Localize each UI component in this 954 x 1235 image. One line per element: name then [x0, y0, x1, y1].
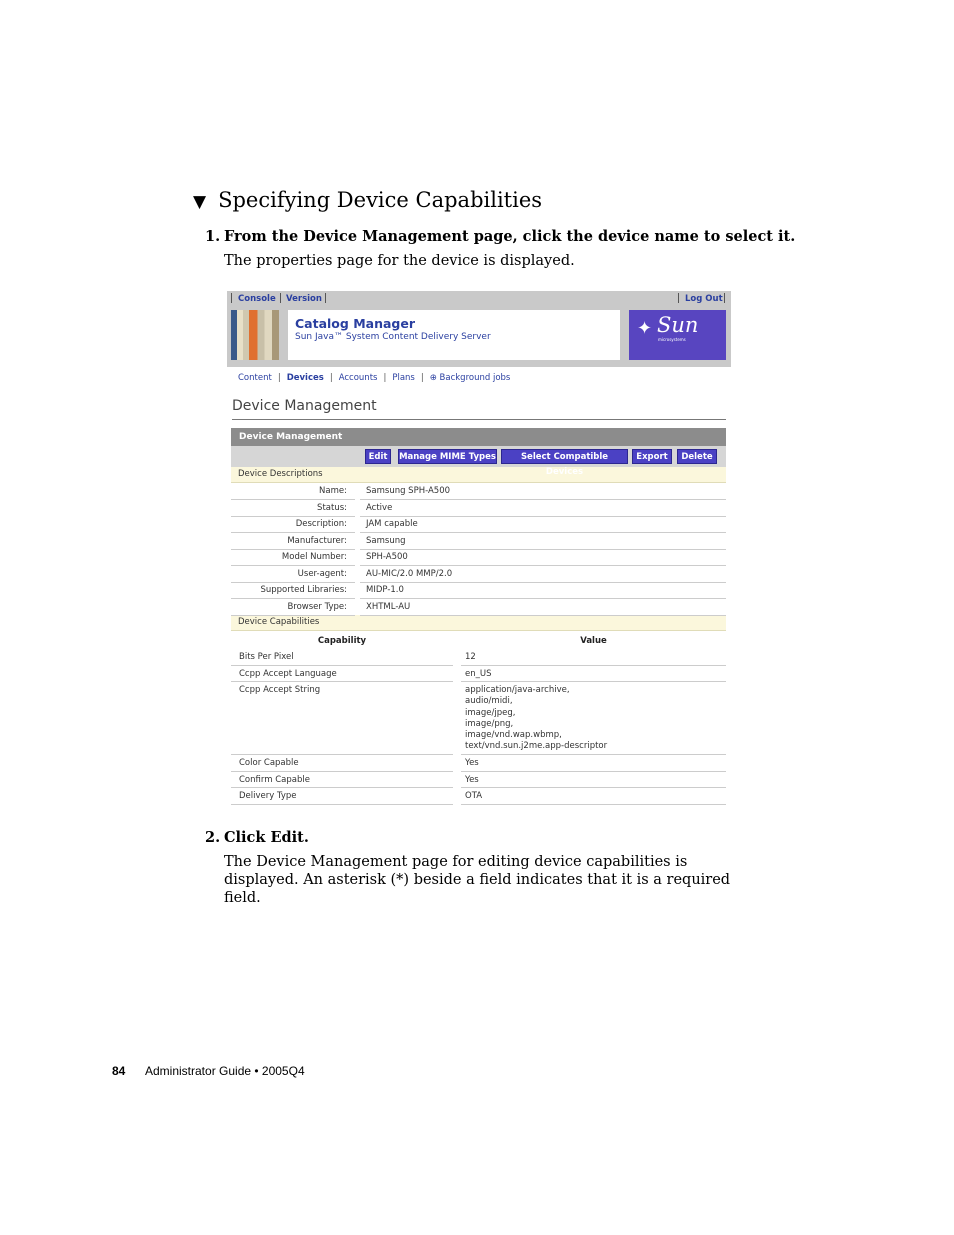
description-label: Description:: [295, 519, 347, 529]
tab-content[interactable]: Content: [238, 373, 272, 383]
triangle-down-icon: ▼: [193, 192, 207, 212]
divider: [232, 419, 726, 420]
description-value: JAM capable: [366, 519, 418, 529]
step-2: [205, 829, 309, 846]
table-cell: [461, 666, 726, 683]
section-title: Specifying Device Capabilities: [218, 188, 543, 212]
separator: |: [420, 373, 424, 383]
manage-mime-types-button[interactable]: Manage MIME Types: [398, 449, 497, 464]
console-link[interactable]: Console: [238, 294, 276, 304]
capabilities-column-headers: [231, 631, 726, 649]
step-text: From the Device Management page, click the device name to select it.: [224, 228, 796, 245]
masthead: [227, 291, 731, 367]
description-row: [231, 566, 726, 583]
description-value: AU-MIC/2.0 MMP/2.0: [366, 568, 453, 579]
select-compatible-devices-button[interactable]: Select Compatible Devices: [501, 449, 628, 464]
screenshot-figure: [227, 291, 731, 811]
separator: |: [329, 373, 333, 383]
separator: |: [277, 373, 281, 383]
description-value: Samsung: [366, 535, 406, 546]
capability-row: [231, 788, 726, 805]
page-title: Device Management: [232, 398, 377, 414]
description-row: [231, 516, 726, 533]
capability-row: [231, 772, 726, 789]
section-heading: [193, 188, 542, 212]
tab-accounts[interactable]: Accounts: [338, 373, 378, 383]
value-line: image/vnd.wap.wbmp,: [465, 730, 562, 741]
device-panel: [231, 428, 726, 805]
step-1-result: The properties page for the device is displayed.: [224, 253, 575, 269]
table-cell: [360, 582, 726, 599]
table-cell: [360, 599, 726, 616]
table-cell: [360, 549, 726, 566]
sun-logo: [629, 310, 726, 360]
capabilities-header: Device Capabilities: [231, 615, 726, 631]
capability-value: Yes: [465, 774, 479, 785]
capability-row: [231, 649, 726, 666]
description-label: Model Number:: [281, 552, 347, 562]
value-line: text/vnd.sun.j2me.app-descriptor: [465, 741, 608, 752]
capability-value: OTA: [465, 791, 483, 801]
table-cell: [461, 649, 726, 666]
tab-background-jobs[interactable]: Background jobs: [439, 373, 511, 383]
value-line: audio/midi,: [465, 696, 513, 707]
description-row: [231, 483, 726, 500]
logout-link[interactable]: Log Out: [685, 294, 723, 304]
separator: |: [383, 373, 387, 383]
descriptions-list: [231, 483, 726, 615]
capability-row: [231, 755, 726, 772]
capability-value: en_US: [465, 668, 492, 679]
value-line: application/java-archive,: [465, 685, 570, 695]
edit-button[interactable]: Edit: [365, 449, 391, 464]
separator: [678, 293, 679, 303]
table-cell: [461, 788, 726, 805]
capability-row: [231, 666, 726, 683]
separator: [325, 293, 326, 303]
capability-name: Delivery Type: [239, 791, 297, 801]
version-link[interactable]: Version: [286, 294, 322, 304]
description-value: XHTML-AU: [366, 601, 411, 612]
separator: [724, 293, 725, 303]
description-label: Manufacturer:: [287, 535, 347, 546]
step-number: 1.: [205, 228, 221, 245]
table-cell: [461, 772, 726, 789]
value-line: image/jpeg,: [465, 707, 516, 718]
description-label: User-agent:: [297, 568, 347, 579]
description-value: SPH-A500: [366, 552, 408, 562]
capability-value: [465, 685, 607, 753]
footer-text: Administrator Guide • 2005Q4: [145, 1064, 305, 1078]
table-cell: [461, 755, 726, 772]
step-number: 2.: [205, 829, 221, 846]
description-value: MIDP-1.0: [366, 585, 404, 595]
step-text: Click Edit.: [224, 829, 309, 846]
globe-icon: ⊕: [429, 373, 440, 383]
table-cell: [360, 533, 726, 550]
description-label: Browser Type:: [287, 601, 347, 612]
description-row: [231, 533, 726, 550]
description-value: Samsung SPH-A500: [366, 486, 451, 496]
sun-logo-micro: microsystems: [658, 337, 686, 342]
panel-title: Device Management: [231, 428, 726, 446]
capability-value: Yes: [465, 758, 479, 768]
descriptions-header: Device Descriptions: [231, 467, 726, 483]
value-column-header: Value: [580, 636, 607, 646]
tab-plans[interactable]: Plans: [392, 373, 415, 383]
capability-name: Ccpp Accept Language: [239, 668, 337, 679]
app-subtitle: Sun Java™ System Content Delivery Server: [295, 332, 491, 342]
sun-logo-text: Sun: [657, 313, 699, 337]
utility-bar: [227, 291, 731, 307]
description-row: [231, 549, 726, 566]
app-title: Catalog Manager: [295, 316, 415, 331]
capability-name: Ccpp Accept String: [239, 685, 321, 695]
tab-devices[interactable]: Devices: [286, 373, 324, 383]
capability-value: 12: [465, 652, 476, 662]
step-2-result: The Device Management page for editing device capabilities is displayed. An asterisk (*) beside a field indicates that it is a required field.: [224, 854, 731, 906]
description-label: Status:: [317, 502, 347, 513]
value-line: image/png,: [465, 718, 514, 729]
capability-row: [231, 682, 726, 755]
export-button[interactable]: Export: [632, 449, 672, 464]
capability-name: Color Capable: [239, 758, 299, 768]
capability-name: Confirm Capable: [239, 774, 310, 785]
step-1: [205, 228, 795, 245]
description-label: Supported Libraries:: [260, 585, 347, 595]
brand-box: [288, 310, 620, 360]
separator: [231, 293, 232, 303]
description-row: [231, 599, 726, 616]
table-cell: [360, 500, 726, 517]
capability-name: Bits Per Pixel: [239, 652, 294, 662]
sun-diamond-icon: ✦: [637, 318, 653, 339]
delete-button[interactable]: Delete: [677, 449, 717, 464]
description-label: Name:: [319, 486, 347, 496]
description-row: [231, 500, 726, 517]
description-row: [231, 582, 726, 599]
nav-tabs: [238, 373, 510, 383]
capability-column-header: Capability: [317, 636, 367, 646]
books-image: [231, 310, 279, 360]
page-number: 84: [112, 1064, 126, 1078]
description-value: Active: [366, 502, 393, 513]
separator: [280, 293, 281, 303]
